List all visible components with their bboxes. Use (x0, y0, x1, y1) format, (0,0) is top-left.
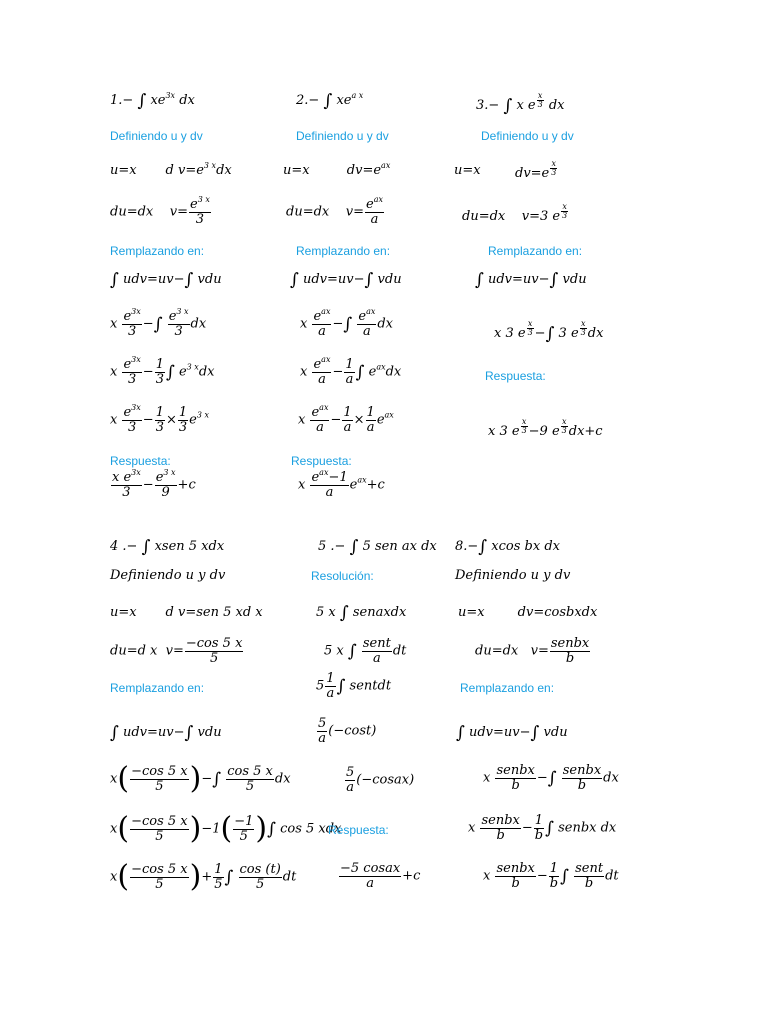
problem-5-title: 5 .− ∫ 5 sen ax dx (318, 537, 437, 557)
problem-8-title: 8.−∫ xcos bx dx (455, 537, 560, 557)
p5-step3: 5 $\frac{1}{a}$ ∫ sentdt (316, 671, 392, 701)
p8-step3: x senbx b − $\frac{1}{b}$ ∫ sent b dt (483, 861, 619, 891)
p5-step2: 5 x ∫ sent a dt (324, 636, 407, 666)
problem-3-title: 3.− ∫ x e $^{\frac{x}{3}}$ dx (476, 91, 565, 116)
p3-du-v: du=dx v=3 e $^{\frac{x}{3}}$ (462, 202, 568, 224)
resolucion-label: Resolución: (311, 569, 374, 583)
p5-step4: $\frac{5}{a}$ (−cost) (318, 716, 377, 746)
p2-u-dv: u=x $dv=e^{ax}$ (283, 161, 391, 178)
remplazando-label-4: Remplazando en: (110, 681, 205, 695)
p4-formula: ∫ udv=uv−∫ vdu (110, 723, 222, 743)
p4-du-v: du=d x v= $\frac{-\cos 5 x}{5}$ (110, 636, 243, 666)
p2-formula: ∫ udv=uv−∫ vdu (290, 270, 402, 290)
p1-formula: ∫ udv=uv−∫ vdu (110, 270, 222, 290)
p2-step2: x $e^{ax}$ a − $\frac{1}{a}$ ∫ $e^{ax}dx$ (300, 355, 402, 387)
problem-2-title: 2.− ∫ $xe^{a x}$ (296, 91, 364, 111)
p2-du-v: du=dx v= $e^{ax}$ a (286, 195, 383, 227)
definiendo-label-1: Definiendo u y dv (110, 129, 203, 143)
p4-step2: x( $\frac{-\cos 5 x}{5}$ )−1( $\frac{-1}{5}$ )∫ cos 5 xdx (110, 811, 342, 846)
p8-u-dv: u=x dv=cosbxdx (458, 605, 598, 620)
p8-step1: x senbx b −∫ senbx b dx (483, 763, 619, 793)
p5-step1: 5 x ∫ senaxdx (316, 603, 407, 623)
definiendo-label-3: Definiendo u y dv (481, 129, 574, 143)
respuesta-label-5: Respuesta: (328, 823, 389, 837)
p8-formula: ∫ udv=uv−∫ vdu (456, 723, 568, 743)
remplazando-label-2: Remplazando en: (296, 244, 391, 258)
p4-step3: x( $\frac{-\cos 5 x}{5}$ )+ $\frac{1}{5}$ ∫ $\frac{\cos (t)}{5}$ dt (110, 859, 297, 894)
p1-du-v: du=dx v= $\frac{e^{3 x}}{3}$ (110, 195, 210, 227)
remplazando-label-8: Remplazando en: (460, 681, 555, 695)
definiendo-text-4: Definiendo u y dv (110, 568, 226, 583)
definiendo-text-8: Definiendo u y dv (455, 568, 571, 583)
p1-step1: x $\frac{e^{3x}}{3}$ −∫ $\frac{e^{3 x}}{3}$ dx (110, 307, 207, 339)
p3-u: u=x (454, 163, 481, 178)
p2-step1: x $e^{ax}$ a −∫ $e^{ax}$ a dx (300, 307, 393, 339)
respuesta-label-3: Respuesta: (485, 369, 546, 383)
remplazando-label-3: Remplazando en: (488, 244, 583, 258)
respuesta-label-1: Respuesta: (110, 454, 171, 468)
p5-answer: $\frac{\text{−5 cosax}}{a}$ +c (340, 861, 421, 891)
p5-step5: $\frac{5}{a}$ (−cosax) (346, 765, 415, 795)
problem-4-title: 4 .− ∫ xsen 5 xdx (110, 537, 225, 557)
definiendo-label-2: Definiendo u y dv (296, 129, 389, 143)
p8-step2: x senbx b − $\frac{1}{b}$ ∫ senbx dx (468, 813, 617, 843)
p4-u-dv: u=x d v=sen 5 xd x (110, 605, 263, 620)
p8-du-v: du=dx v= senbx b (475, 636, 590, 666)
p3-step1: x 3 e $^{\frac{x}{3}}$ −∫ 3 e $^{\frac{x}{3}}$ dx (494, 319, 604, 344)
problem-1-title: 1.− ∫ $xe^{3x}$ dx (110, 91, 195, 111)
p1-step3: x $\frac{e^{3x}}{3}$ − $\frac{1}{3}$ × $\frac{1}{3}$ $e^{3 x}$ (110, 403, 210, 435)
respuesta-label-2: Respuesta: (291, 454, 352, 468)
p3-answer: x 3 e $^{\frac{x}{3}}$ −9 e $^{\frac{x}{3}}$ dx+c (488, 417, 603, 439)
p2-answer: x $e^{ax}-1$ a $e^{ax}+c$ (298, 468, 385, 500)
p1-step2: x $\frac{e^{3x}}{3}$ − $\frac{1}{3}$ ∫ $e^{3 x}dx$ (110, 355, 215, 387)
remplazando-label-1: Remplazando en: (110, 244, 205, 258)
p4-step1: x( $\frac{-\cos 5 x}{5}$ )−∫ $\frac{\cos 5 x}{5}$ dx (110, 761, 291, 796)
p3-formula: ∫ udv=uv−∫ vdu (475, 270, 587, 290)
p1-answer: $\frac{x e^{3x}}{3}$ − $\frac{e^{3 x}}{9}$ +c (112, 468, 196, 500)
p2-step3: x $e^{ax}$ a − $\frac{1}{a}$ × $\frac{1}{a}$ $e^{ax}$ (298, 403, 394, 435)
p1-u-dv: u=x d $v=e^{3 x}dx$ (110, 161, 232, 178)
p3-dv: dv=e $^{\frac{x}{3}}$ (515, 159, 557, 181)
